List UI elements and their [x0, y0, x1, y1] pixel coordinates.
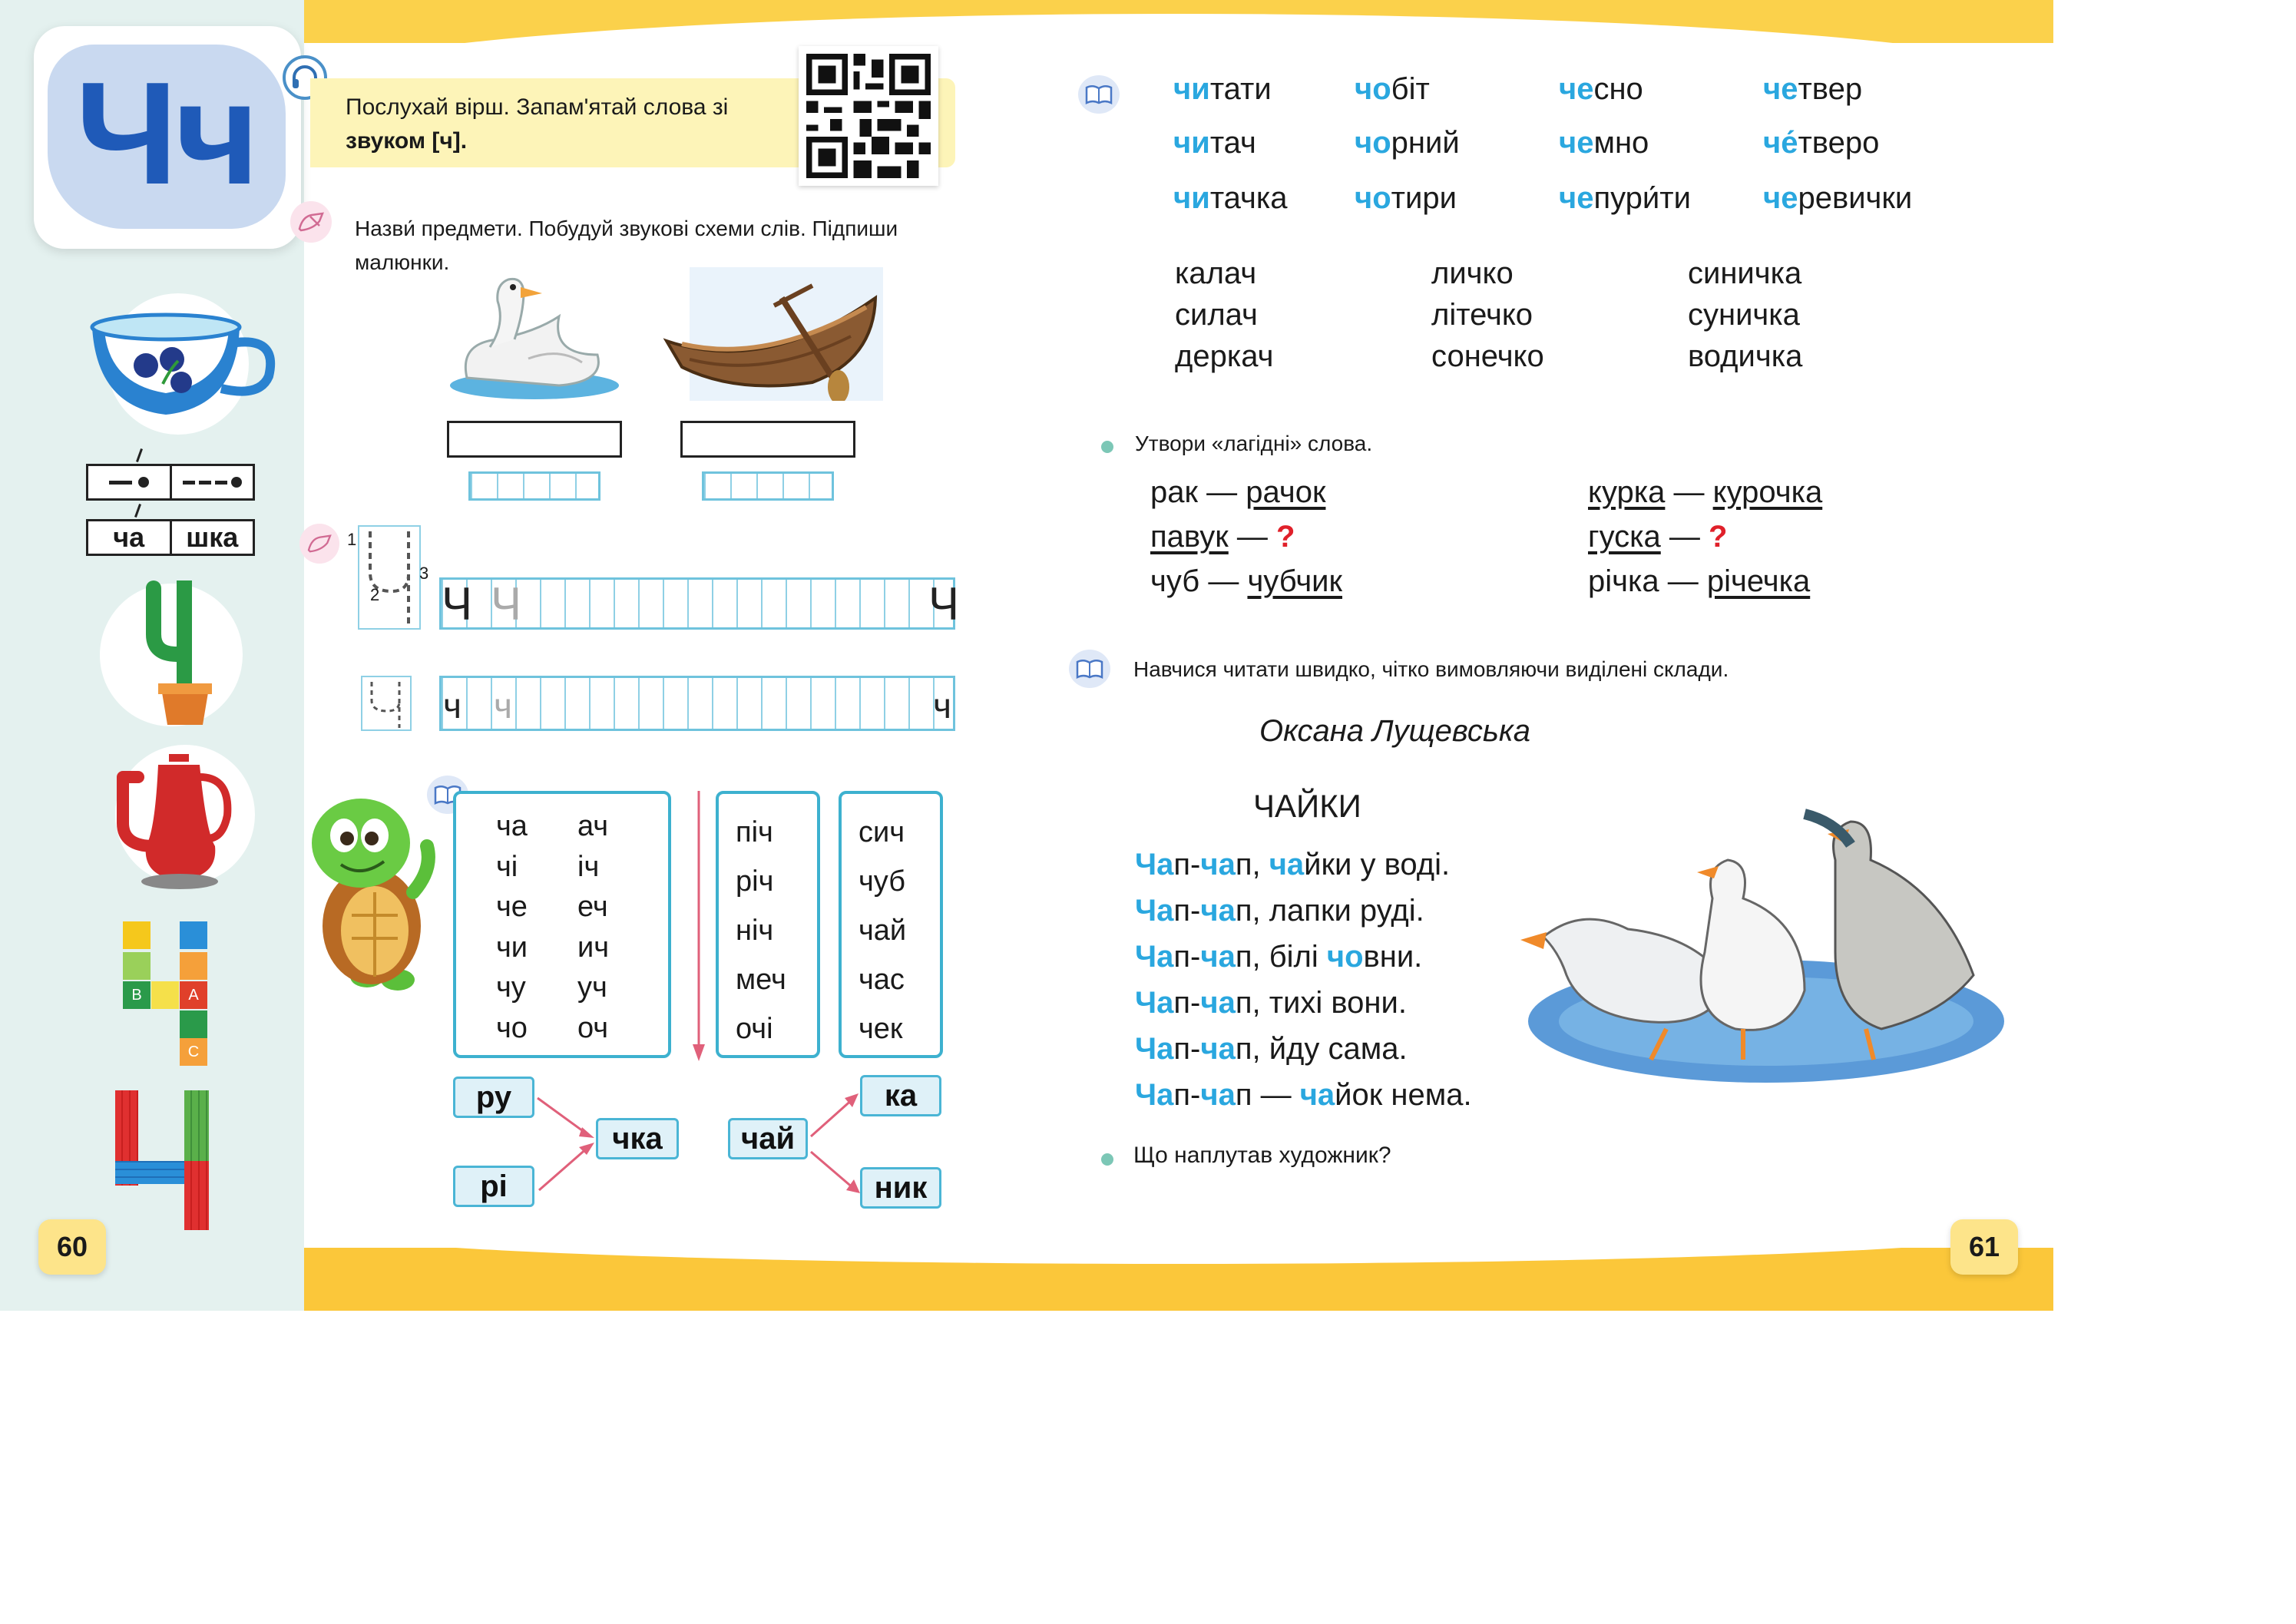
syllable: чі — [496, 850, 518, 883]
grid-word-rest: тири — [1391, 181, 1457, 215]
block-letter: С — [187, 1043, 200, 1060]
geese-illustration — [1513, 799, 2020, 1092]
block-orange-1 — [180, 952, 207, 980]
writing-sample-upper-end: Ч — [928, 578, 959, 630]
block-yellow-2 — [151, 981, 179, 1009]
writing-sample-lower-end: ч — [933, 686, 951, 726]
grid-word — [1763, 126, 1879, 160]
grid-word-prefix: че — [1763, 72, 1798, 106]
cactus-illustration — [146, 580, 220, 726]
grid-word-rest: тати — [1209, 72, 1272, 106]
grid-word — [1355, 181, 1457, 216]
block-yellow-1 — [123, 921, 151, 949]
read-task: Навчися читати швидко, чітко вимовляючи виділені склади. — [1133, 657, 1729, 681]
question: Що наплутав художник? — [1133, 1143, 1391, 1168]
listen-task-text — [346, 91, 776, 158]
writing-line-upper[interactable] — [439, 577, 959, 630]
grid-word — [1173, 126, 1256, 160]
teapot-illustration — [115, 746, 238, 892]
word: літечко — [1431, 298, 1533, 332]
grid-word-prefix: че — [1559, 181, 1594, 215]
grid-word-prefix: че — [1559, 72, 1594, 106]
grid-word-rest: тверо — [1798, 126, 1880, 160]
grid-word-prefix: чи — [1173, 72, 1210, 106]
block-letter: В — [131, 986, 142, 1004]
word: меч — [736, 964, 786, 996]
listen-task-line: Послухай вірш. Запам'ятай слова зі — [346, 94, 729, 120]
pair: річка — річечка — [1588, 564, 1811, 598]
poem-line: Чап-чап, білі човни. — [1135, 940, 1423, 974]
grid-word-rest: біт — [1391, 72, 1430, 106]
word: піч — [736, 816, 773, 848]
book-icon-1 — [1078, 75, 1120, 114]
syllable: уч — [577, 971, 607, 1004]
turtle-illustration — [298, 785, 439, 1000]
grid-word-rest: пури́ти — [1593, 181, 1691, 215]
boat-illustration — [659, 267, 883, 401]
builder-ending-nyk: ник — [860, 1167, 941, 1209]
builder-syllable-ri: рі — [453, 1166, 534, 1207]
stroke-number-3: 3 — [419, 564, 429, 583]
word: час — [859, 964, 905, 996]
grid-word — [1355, 126, 1460, 160]
grid-word-rest: ревички — [1798, 181, 1913, 215]
syllable: оч — [577, 1011, 609, 1044]
syllable: ач — [577, 810, 609, 842]
block-green-b — [123, 981, 151, 1009]
grid-word-rest: тач — [1209, 126, 1256, 160]
word: силач — [1175, 298, 1258, 332]
hand-pencil-icon — [290, 201, 332, 243]
poem-line: Чап-чап, тихі вони. — [1135, 986, 1407, 1020]
syllable-box-1 — [453, 791, 671, 1058]
block-red-a — [180, 981, 207, 1009]
syllable: іч — [577, 850, 600, 883]
down-arrow — [690, 791, 708, 1063]
builder-target-chka: чка — [596, 1118, 679, 1159]
syllable: чу — [496, 971, 526, 1004]
grid-word — [1173, 72, 1272, 107]
pair: павук — ? — [1150, 520, 1295, 554]
grid-word-prefix: чи — [1173, 181, 1210, 215]
word-col-3 — [736, 808, 786, 1053]
sound-scheme — [86, 464, 255, 501]
word: калач — [1175, 256, 1257, 290]
writing-line-lower[interactable] — [439, 676, 955, 731]
syllable-cha: ча — [88, 521, 172, 554]
writing-sample-upper-1: Ч — [442, 578, 472, 630]
block-orange-c — [180, 1038, 207, 1066]
grid-word — [1559, 181, 1691, 216]
affection-task: Утвори «лагідні» слова. — [1135, 432, 1373, 455]
builder-arrows-left — [534, 1090, 599, 1198]
grid-word-rest: мно — [1593, 126, 1649, 160]
poem-line: Чап-чап — чайок нема. — [1135, 1078, 1472, 1112]
syllable: че — [496, 891, 528, 923]
pair: чуб — чубчик — [1150, 564, 1343, 598]
word: деркач — [1175, 339, 1274, 373]
word: водичка — [1688, 339, 1803, 373]
pairs-left — [1150, 470, 1342, 604]
word: чай — [859, 915, 907, 947]
word: чек — [859, 1013, 903, 1045]
stroke-number-1: 1 — [347, 530, 357, 549]
grid-word — [1763, 181, 1912, 216]
hand-pencil-icon-2 — [299, 524, 339, 564]
word: ніч — [736, 915, 774, 947]
word: сонечко — [1431, 339, 1544, 373]
syllable-col-1 — [496, 806, 528, 1048]
poem-author: Оксана Лущевська — [1259, 714, 1531, 748]
builder-syllable-ru: ру — [453, 1077, 534, 1118]
block-blue-1 — [180, 921, 207, 949]
word: річ — [736, 865, 774, 898]
cup-illustration — [86, 292, 286, 438]
block-letter: А — [188, 986, 199, 1004]
writing-sample-lower-1: ч — [443, 686, 462, 726]
grid-word-rest: сно — [1593, 72, 1643, 106]
syllable: ча — [496, 810, 528, 842]
grid-word-rest: тачка — [1209, 181, 1288, 215]
poem-lines — [1135, 842, 1472, 1118]
poem-title: ЧАЙКИ — [1253, 788, 1361, 824]
block-green-2 — [180, 1010, 207, 1038]
boat-scheme-cells[interactable] — [702, 471, 834, 501]
bullet — [1101, 441, 1113, 453]
qr-code[interactable] — [799, 46, 938, 186]
letter-title: Чч — [75, 52, 256, 215]
syllable: ич — [577, 931, 610, 964]
syllable-split — [86, 519, 255, 556]
word: сич — [859, 816, 905, 848]
syllable-col-2 — [577, 806, 609, 1048]
grid-word — [1763, 72, 1862, 107]
name-task-text: Назви́ предмети. Побудуй звукові схеми слів. Підпиши малюнки. — [355, 217, 898, 274]
grid-word-prefix: че́ — [1763, 126, 1798, 160]
boat-label-box[interactable] — [680, 421, 855, 458]
grid-word-prefix: чо — [1355, 181, 1391, 215]
word: очі — [736, 1013, 773, 1045]
duck-illustration — [444, 270, 625, 401]
pair: гуска — ? — [1588, 520, 1728, 554]
poem-line: Чап-чап, лапки руді. — [1135, 894, 1424, 928]
page-number-left: 60 — [38, 1219, 106, 1275]
bullet — [1101, 1153, 1113, 1166]
block-green-1 — [123, 952, 151, 980]
writing-sample-lower-2: ч — [494, 686, 512, 726]
syllable: чо — [496, 1011, 528, 1044]
listen-task-bold: звуком [ч]. — [346, 128, 468, 154]
grid-word-prefix: чо — [1355, 72, 1391, 106]
word: суничка — [1688, 298, 1800, 332]
lowercase-sample — [361, 676, 412, 731]
grid-word — [1559, 126, 1649, 160]
page-number-right: 61 — [1950, 1219, 2018, 1275]
word: личко — [1431, 256, 1514, 290]
word: синичка — [1688, 256, 1802, 290]
grid-word-rest: рний — [1391, 126, 1460, 160]
grid-word-rest: твер — [1798, 72, 1863, 106]
uppercase-sample — [358, 525, 421, 630]
pairs-right — [1588, 470, 1822, 604]
word-col-4 — [859, 808, 906, 1053]
grid-word-prefix: че — [1559, 126, 1594, 160]
duck-label-box[interactable] — [447, 421, 622, 458]
poem-line: Чап-чап, йду сама. — [1135, 1032, 1408, 1066]
syllable: чи — [496, 931, 528, 964]
poem-line: Чап-чап, чайки у воді. — [1135, 848, 1451, 881]
stick-green — [184, 1090, 209, 1161]
grid-word — [1173, 181, 1288, 216]
syllable: еч — [577, 891, 608, 923]
letter-card — [34, 26, 301, 249]
grid-word-prefix: чи — [1173, 126, 1210, 160]
stroke-number-2: 2 — [370, 585, 380, 604]
builder-arrows-right — [808, 1090, 862, 1198]
grid-word-prefix: чо — [1355, 126, 1391, 160]
writing-sample-upper-2: Ч — [491, 578, 521, 630]
grid-word — [1559, 72, 1643, 107]
duck-scheme-cells[interactable] — [468, 471, 600, 501]
pair: рак — рачок — [1150, 475, 1326, 509]
pair: курка — курочка — [1588, 475, 1823, 509]
builder-ending-ka: ка — [860, 1075, 941, 1116]
builder-source-chai: чай — [728, 1118, 808, 1159]
book-icon-2 — [1069, 650, 1110, 688]
word: чуб — [859, 865, 905, 898]
syllable-shka: шка — [186, 521, 239, 553]
grid-word — [1355, 72, 1430, 107]
grid-word-prefix: че — [1763, 181, 1798, 215]
stick-red-2 — [184, 1161, 209, 1230]
